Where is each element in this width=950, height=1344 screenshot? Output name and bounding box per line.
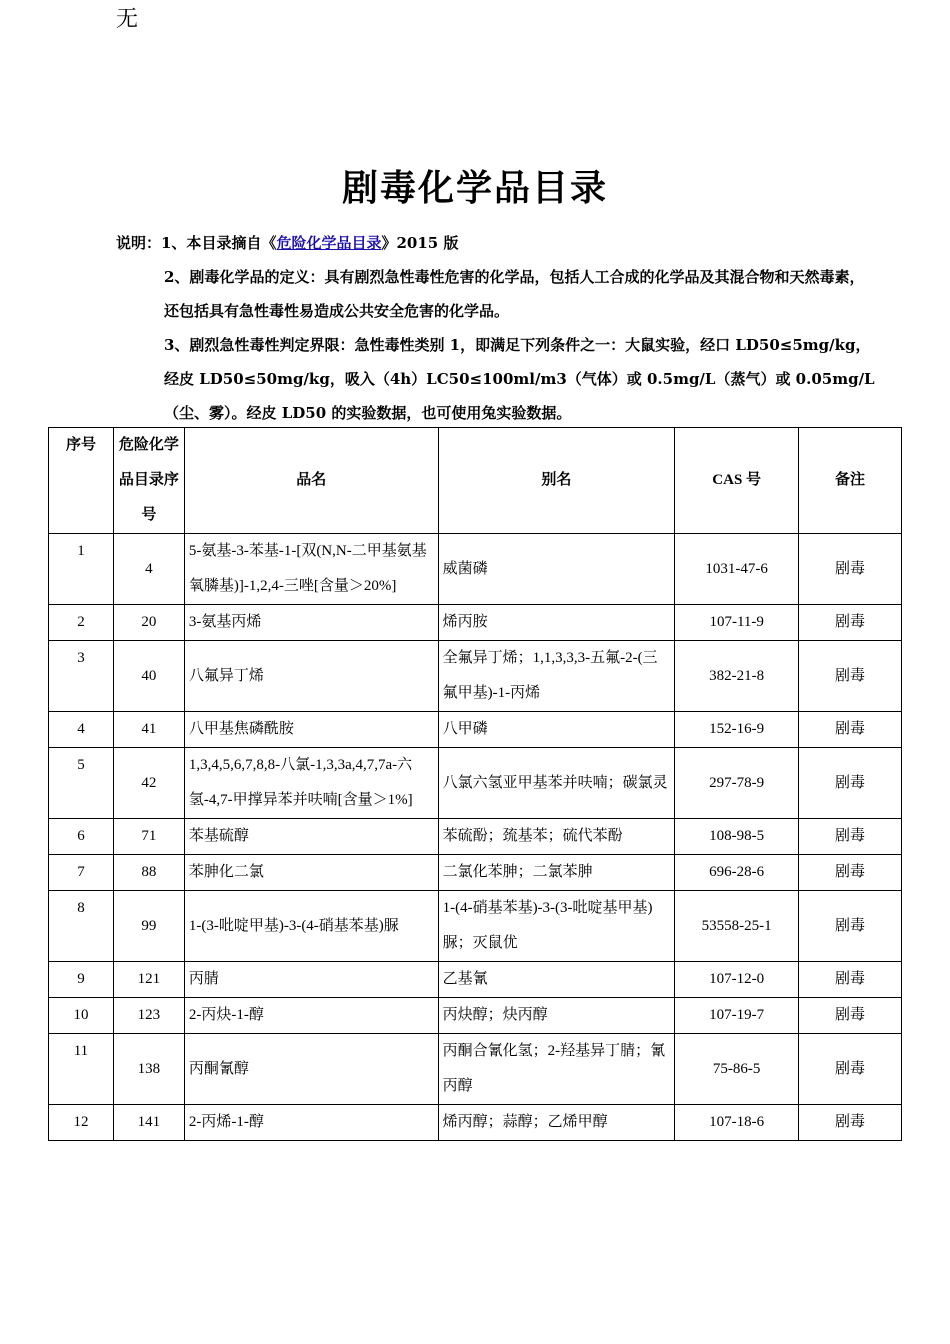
page-title: 剧毒化学品目录 bbox=[341, 167, 608, 209]
table-row bbox=[49, 534, 902, 605]
table-row bbox=[49, 1105, 902, 1141]
table-cell: 4 bbox=[49, 712, 114, 748]
table-cell: 剧毒 bbox=[799, 605, 902, 641]
table-cell: 53558-25-1 bbox=[675, 891, 799, 962]
table-cell: 剧毒 bbox=[799, 712, 902, 748]
header-cell: CAS 号 bbox=[675, 428, 799, 534]
table-cell: 1-(3-吡啶甲基)-3-(4-硝基苯基)脲 bbox=[184, 891, 438, 962]
table-cell: 20 bbox=[113, 605, 184, 641]
table-cell: 1,3,4,5,6,7,8,8-八氯-1,3,3a,4,7,7a-六氢-4,7-甲撑异苯并呋喃[含量＞1%] bbox=[184, 748, 438, 819]
header-cell: 别名 bbox=[438, 428, 675, 534]
table-cell: 烯丙胺 bbox=[438, 605, 675, 641]
table-cell: 12 bbox=[49, 1105, 114, 1141]
table-cell: 剧毒 bbox=[799, 748, 902, 819]
table-cell: 41 bbox=[113, 712, 184, 748]
table-cell: 八氟异丁烯 bbox=[184, 641, 438, 712]
table-cell: 152-16-9 bbox=[675, 712, 799, 748]
table-cell: 八甲磷 bbox=[438, 712, 675, 748]
table-cell: 全氟异丁烯；1,1,3,3,3-五氟-2-(三氟甲基)-1-丙烯 bbox=[438, 641, 675, 712]
table-cell: 剧毒 bbox=[799, 891, 902, 962]
table-row bbox=[49, 1034, 902, 1105]
table-row bbox=[49, 605, 902, 641]
table-cell: 4 bbox=[113, 534, 184, 605]
table-cell: 123 bbox=[113, 998, 184, 1034]
table-cell: 7 bbox=[49, 855, 114, 891]
table-cell: 苯基硫醇 bbox=[184, 819, 438, 855]
corner-mark: 无 bbox=[116, 7, 139, 32]
table-cell: 107-12-0 bbox=[675, 962, 799, 998]
table-cell: 75-86-5 bbox=[675, 1034, 799, 1105]
table-cell: 丙酮氰醇 bbox=[184, 1034, 438, 1105]
table-cell: 10 bbox=[49, 998, 114, 1034]
table-row bbox=[49, 712, 902, 748]
table-cell: 3 bbox=[49, 641, 114, 712]
table-row bbox=[49, 998, 902, 1034]
table-cell: 42 bbox=[113, 748, 184, 819]
catalog-link[interactable]: 危险化学品目录 bbox=[276, 234, 382, 252]
header-cell: 品名 bbox=[184, 428, 438, 534]
table-row bbox=[49, 962, 902, 998]
table-header-row bbox=[49, 428, 902, 534]
table-cell: 138 bbox=[113, 1034, 184, 1105]
header-cell: 序号 bbox=[49, 428, 114, 534]
table-cell: 剧毒 bbox=[799, 962, 902, 998]
header-cell: 危险化学品目录序号 bbox=[113, 428, 184, 534]
table-cell: 696-28-6 bbox=[675, 855, 799, 891]
table-cell: 剧毒 bbox=[799, 998, 902, 1034]
table-cell: 107-18-6 bbox=[675, 1105, 799, 1141]
table-cell: 剧毒 bbox=[799, 819, 902, 855]
table-cell: 丙酮合氰化氢；2-羟基异丁腈；氰丙醇 bbox=[438, 1034, 675, 1105]
table-cell: 苯硫酚；巯基苯；硫代苯酚 bbox=[438, 819, 675, 855]
table-cell: 乙基氰 bbox=[438, 962, 675, 998]
table-cell: 八甲基焦磷酰胺 bbox=[184, 712, 438, 748]
header-cell: 备注 bbox=[799, 428, 902, 534]
note-1: 说明：1、本目录摘自《危险化学品目录》2015 版 bbox=[116, 234, 459, 252]
table-cell: 剧毒 bbox=[799, 641, 902, 712]
table-cell: 丙腈 bbox=[184, 962, 438, 998]
table-cell: 3-氨基丙烯 bbox=[184, 605, 438, 641]
table-cell: 107-19-7 bbox=[675, 998, 799, 1034]
table-cell: 5-氨基-3-苯基-1-[双(N,N-二甲基氨基氧膦基)]-1,2,4-三唑[含量＞20%] bbox=[184, 534, 438, 605]
table-cell: 5 bbox=[49, 748, 114, 819]
table-cell: 297-78-9 bbox=[675, 748, 799, 819]
table-cell: 丙炔醇；炔丙醇 bbox=[438, 998, 675, 1034]
table-cell: 剧毒 bbox=[799, 1034, 902, 1105]
table-cell: 2-丙烯-1-醇 bbox=[184, 1105, 438, 1141]
table-row bbox=[49, 891, 902, 962]
table-cell: 71 bbox=[113, 819, 184, 855]
table-cell: 剧毒 bbox=[799, 1105, 902, 1141]
table-cell: 382-21-8 bbox=[675, 641, 799, 712]
table-cell: 88 bbox=[113, 855, 184, 891]
toxic-chemicals-table bbox=[48, 427, 902, 1141]
table-cell: 9 bbox=[49, 962, 114, 998]
table-cell: 99 bbox=[113, 891, 184, 962]
table-cell: 烯丙醇；蒜醇；乙烯甲醇 bbox=[438, 1105, 675, 1141]
table-cell: 6 bbox=[49, 819, 114, 855]
table-cell: 1-(4-硝基苯基)-3-(3-吡啶基甲基)脲；灭鼠优 bbox=[438, 891, 675, 962]
table-cell: 8 bbox=[49, 891, 114, 962]
table-cell: 107-11-9 bbox=[675, 605, 799, 641]
table-cell: 威菌磷 bbox=[438, 534, 675, 605]
table-cell: 八氯六氢亚甲基苯并呋喃；碳氯灵 bbox=[438, 748, 675, 819]
table-row bbox=[49, 748, 902, 819]
table-cell: 121 bbox=[113, 962, 184, 998]
note-2: 2、剧毒化学品的定义：具有剧烈急性毒性危害的化学品，包括人工合成的化学品及其混合物和天然毒素，还包括具有急性毒性易造成公共安全危害的化学品。 bbox=[164, 268, 865, 320]
table-cell: 剧毒 bbox=[799, 855, 902, 891]
table-cell: 苯胂化二氯 bbox=[184, 855, 438, 891]
table-cell: 1031-47-6 bbox=[675, 534, 799, 605]
notes bbox=[116, 226, 876, 430]
table-cell: 2-丙炔-1-醇 bbox=[184, 998, 438, 1034]
table-cell: 11 bbox=[49, 1034, 114, 1105]
table-row bbox=[49, 855, 902, 891]
table-cell: 40 bbox=[113, 641, 184, 712]
table-cell: 141 bbox=[113, 1105, 184, 1141]
table-row bbox=[49, 819, 902, 855]
table-cell: 1 bbox=[49, 534, 114, 605]
table-cell: 108-98-5 bbox=[675, 819, 799, 855]
table-cell: 二氯化苯胂；二氯苯胂 bbox=[438, 855, 675, 891]
table-cell: 剧毒 bbox=[799, 534, 902, 605]
table-cell: 2 bbox=[49, 605, 114, 641]
note-3: 3、剧烈急性毒性判定界限：急性毒性类别 1，即满足下列条件之一：大鼠实验，经口 LD50≤5mg/kg，经皮 LD50≤50mg/kg，吸入（4h）LC50≤100ml/m3（气体）或 0.5mg/L（蒸气）或 0.05mg/L（尘、雾）。经皮 LD50 的实验数据，也可使用兔实验数据。 bbox=[164, 336, 875, 422]
table-row bbox=[49, 641, 902, 712]
